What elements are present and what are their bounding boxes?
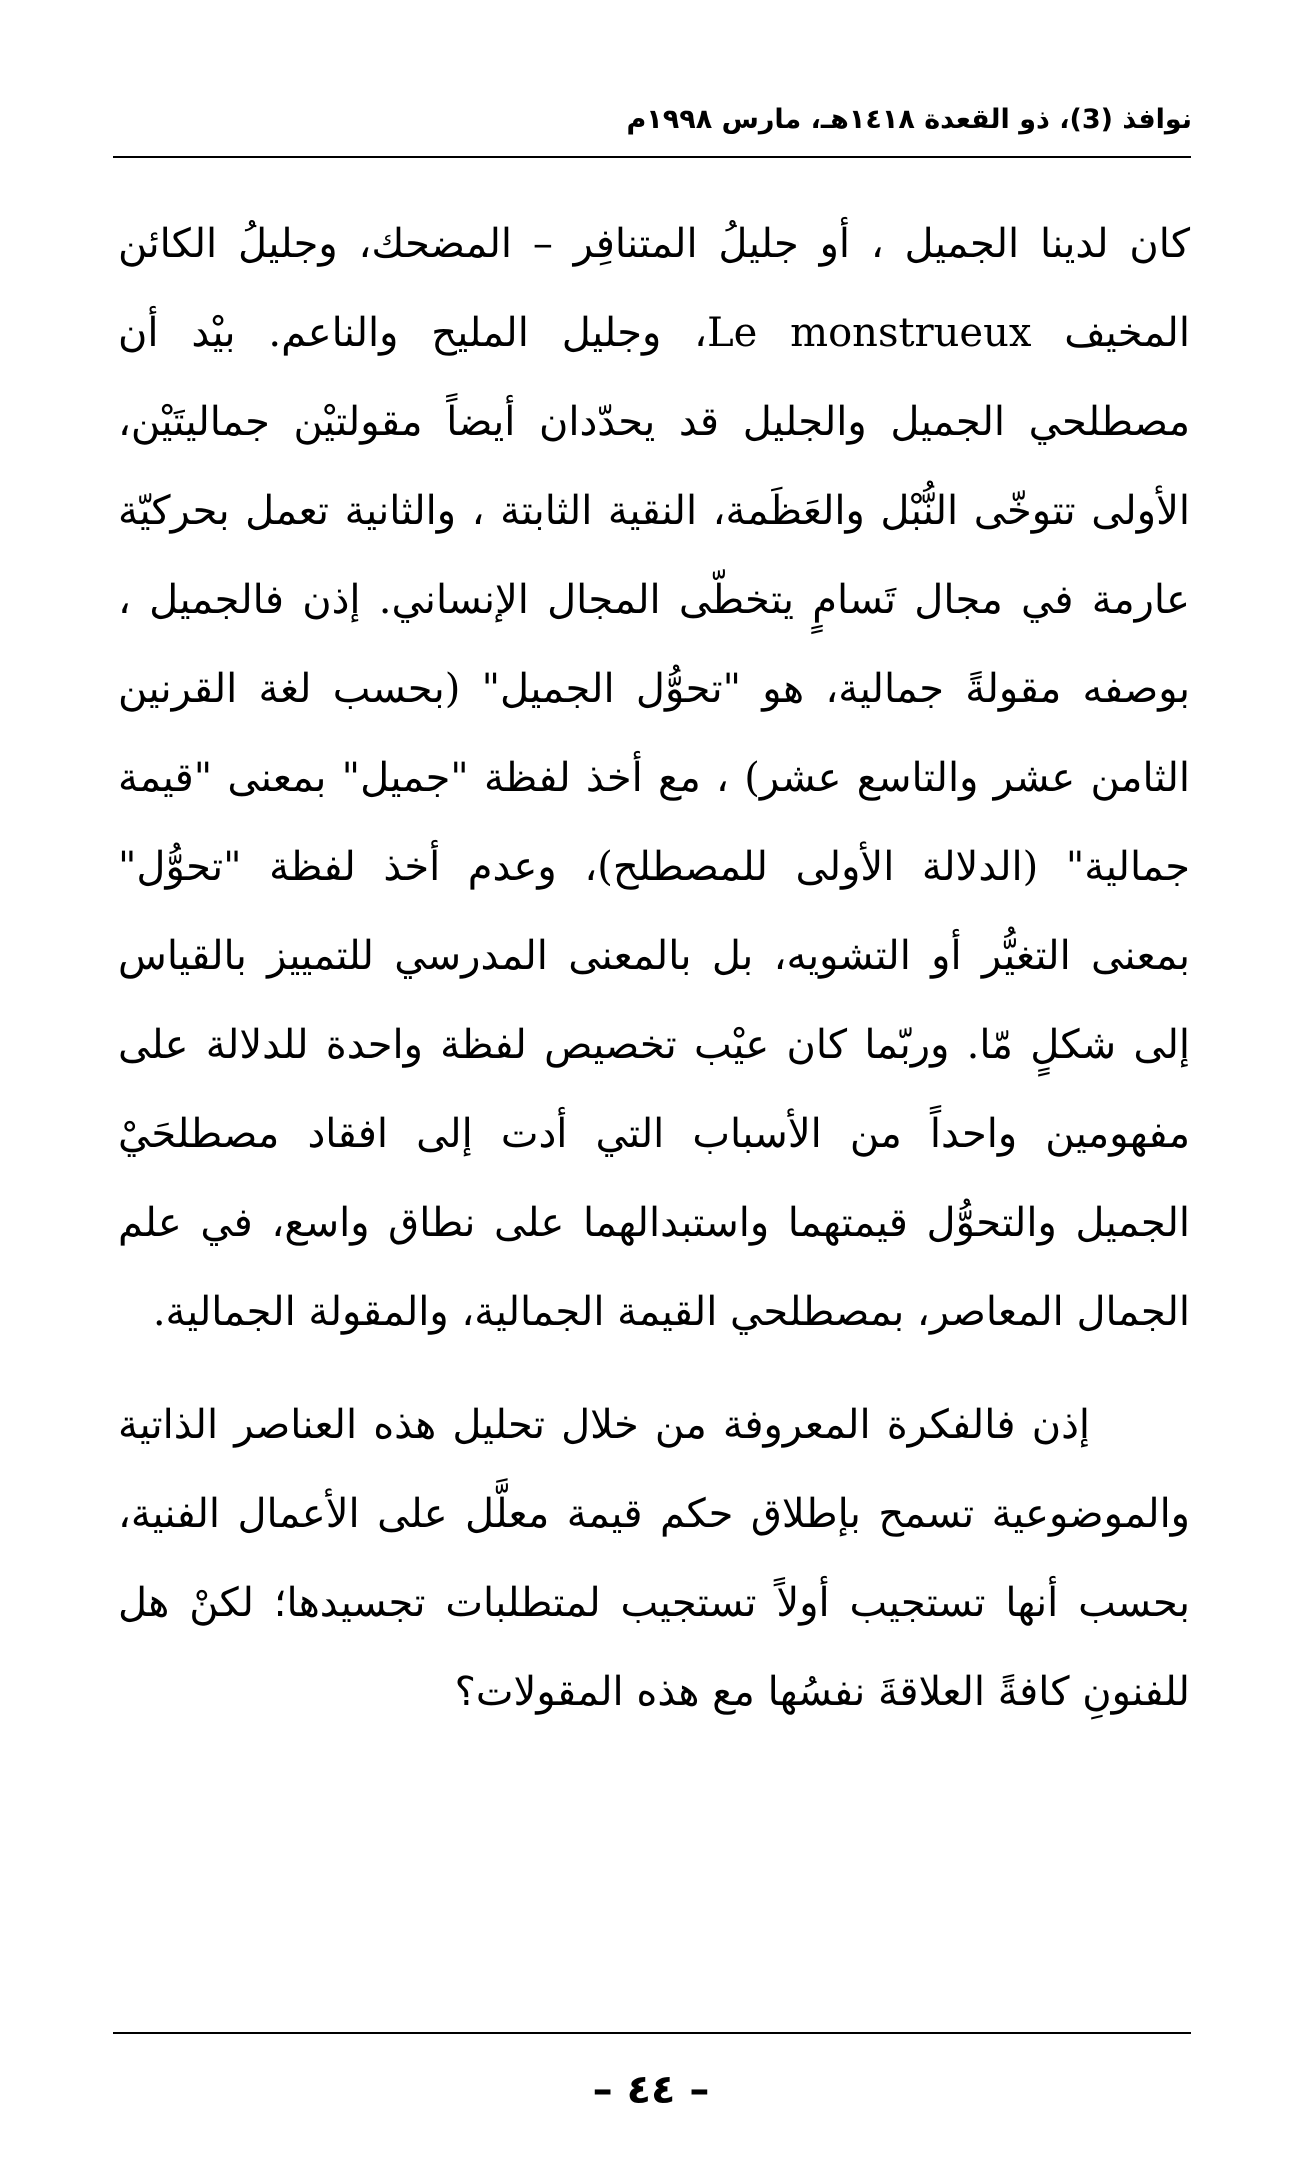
- paragraph: إذن فالفكرة المعروفة من خلال تحليل هذه العناصر الذاتية والموضوعية تسمح بإطلاق حكم قيمة معلَّل على الأعمال الفنية، بحسب أنها تستجيب أولاً تستجيب لمتطلبات تجسيدها؛ لكنْ هل للفنونِ كافةً العلاقةَ نفسُها مع هذه المقولات؟: [118, 1402, 1190, 1715]
- footer-divider: [113, 2032, 1191, 2034]
- header-divider: [113, 156, 1191, 158]
- body-text: [118, 200, 1190, 1737]
- paragraph: كان لدينا الجميل ، أو جليلُ المتنافِر – المضحك، وجليلُ الكائن المخيف Le monstrueux، وجليل المليح والناعم. بيْد أن مصطلحي الجميل والجليل قد يحدّدان أيضاً مقولتيْن جماليتَيْن، الأولى تتوخّى النُّبْل والعَظَمة، النقية الثابتة ، والثانية تعمل بحركيّة عارمة في مجال تَسامٍ يتخطّى المجال الإنساني. إذن فالجميل ، بوصفه مقولةً جمالية، هو "تحوُّل الجميل" (بحسب لغة القرنين الثامن عشر والتاسع عشر) ، مع أخذ لفظة "جميل" بمعنى "قيمة جمالية" (الدلالة الأولى للمصطلح)، وعدم أخذ لفظة "تحوُّل" بمعنى التغيُّر أو التشويه، بل بالمعنى المدرسي للتمييز بالقياس إلى شكلٍ مّا. وربّما كان عيْب تخصيص لفظة واحدة للدلالة على مفهومين واحداً من الأسباب التي أدت إلى افقاد مصطلحَيْ الجميل والتحوُّل قيمتهما واستبدالهما على نطاق واسع، في علم الجمال المعاصر، بمصطلحي القيمة الجمالية، والمقولة الجمالية.: [118, 221, 1190, 1335]
- running-header: نوافذ (3)، ذو القعدة ١٤١٨هـ، مارس ١٩٩٨م: [626, 104, 1192, 135]
- page-number: – ٤٤ –: [592, 2067, 710, 2113]
